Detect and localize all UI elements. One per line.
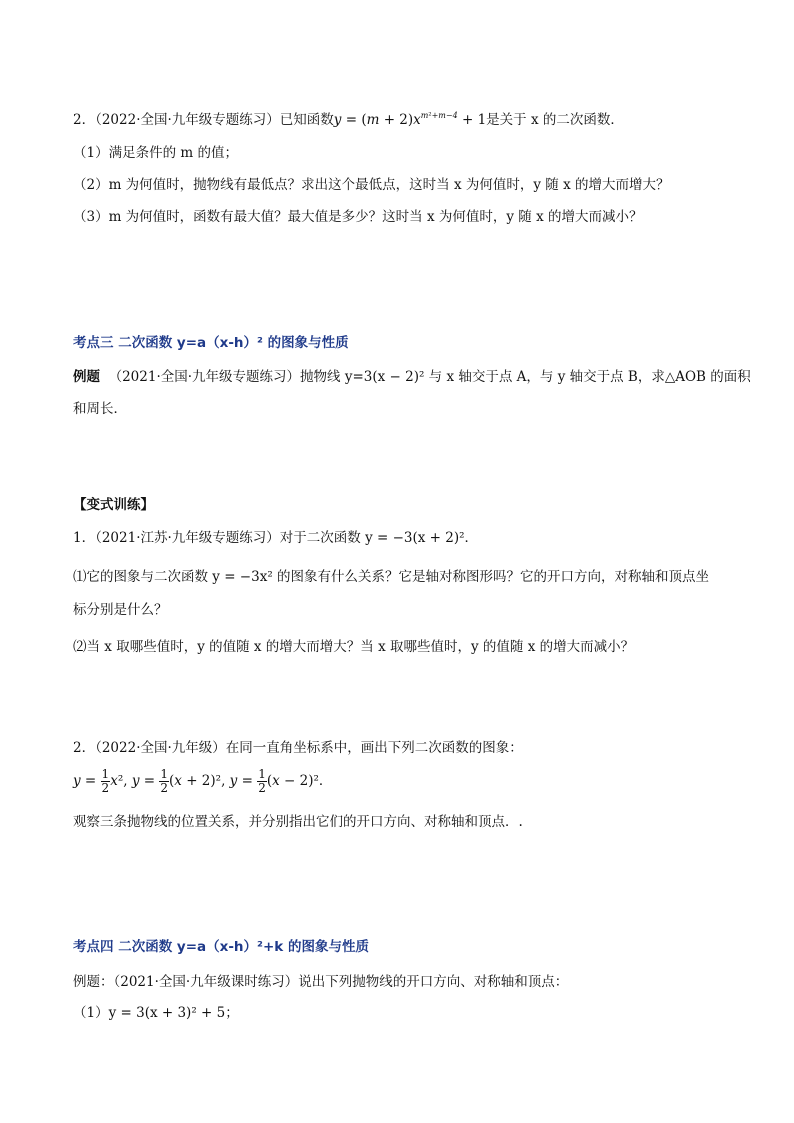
q2-item-1: （1）满足条件的 m 的值；	[73, 145, 238, 161]
q2-item-3: （3）m 为何值时，函数有最大值？最大值是多少？这时当 x 为何值时，y 随 x 的增大而减小？	[73, 209, 643, 225]
variant-q2: 2．（2022·全国·九年级）在同一直角坐标系中，画出下列二次函数的图象：	[73, 740, 523, 756]
q2-formula: $y = (m + 2)x^{m^2+m-4} + 1$	[333, 111, 487, 128]
example-label: 例题	[73, 369, 100, 385]
variant-q1-a-line1: ⑴它的图象与二次函数 y = −3x² 的图象有什么关系？它是轴对称图形吗？它的开口方向，对称轴和顶点坐	[73, 569, 710, 585]
q2-item-2: （2）m 为何值时，抛物线有最低点？求出这个最低点，这时当 x 为何值时，y 随 x 的增大而增大？	[73, 177, 670, 193]
section4-example: 例题：（2021·全国·九年级课时练习）说出下列抛物线的开口方向、对称轴和顶点：	[73, 974, 569, 990]
section4-title: 考点四 二次函数 y=a（x-h）²+k 的图象与性质	[73, 939, 369, 955]
variant-title: 【变式训练】	[73, 497, 154, 513]
section4-item-1: （1）y = 3(x + 3)² + 5；	[73, 1005, 239, 1021]
q2-suffix: 是关于 x 的二次函数．	[486, 112, 624, 128]
variant-q1: 1．（2021·江苏·九年级专题练习）对于二次函数 y = −3(x + 2)²．	[73, 530, 479, 546]
example-text: （2021·全国·九年级专题练习）抛物线 y=3(x − 2)² 与 x 轴交于点 A，与 y 轴交于点 B，求△AOB 的面积	[108, 369, 751, 385]
q2-stem	[73, 106, 734, 130]
q2-prefix: 2．（2022·全国·九年级专题练习）已知函数	[73, 112, 334, 128]
variant-q2-formula: y = $\frac{1}{2}$ x², y = $\frac{1}{2}$ (x + 2)², y = $\frac{1}{2}$ (x − 2)²．	[73, 767, 333, 795]
section3-title: 考点三 二次函数 y=a（x-h）² 的图象与性质	[73, 335, 349, 351]
variant-q1-a-line2: 标分别是什么？	[73, 602, 168, 618]
variant-q2-tail: 观察三条抛物线的位置关系，并分别指出它们的开口方向、对称轴和顶点．.	[73, 814, 523, 830]
variant-q1-b: ⑵当 x 取哪些值时，y 的值随 x 的增大而增大？当 x 取哪些值时，y 的值随 x 的增大而减小？	[73, 639, 635, 655]
section3-example-line2: 和周长．	[73, 401, 127, 417]
section3-example-line1	[73, 367, 751, 387]
